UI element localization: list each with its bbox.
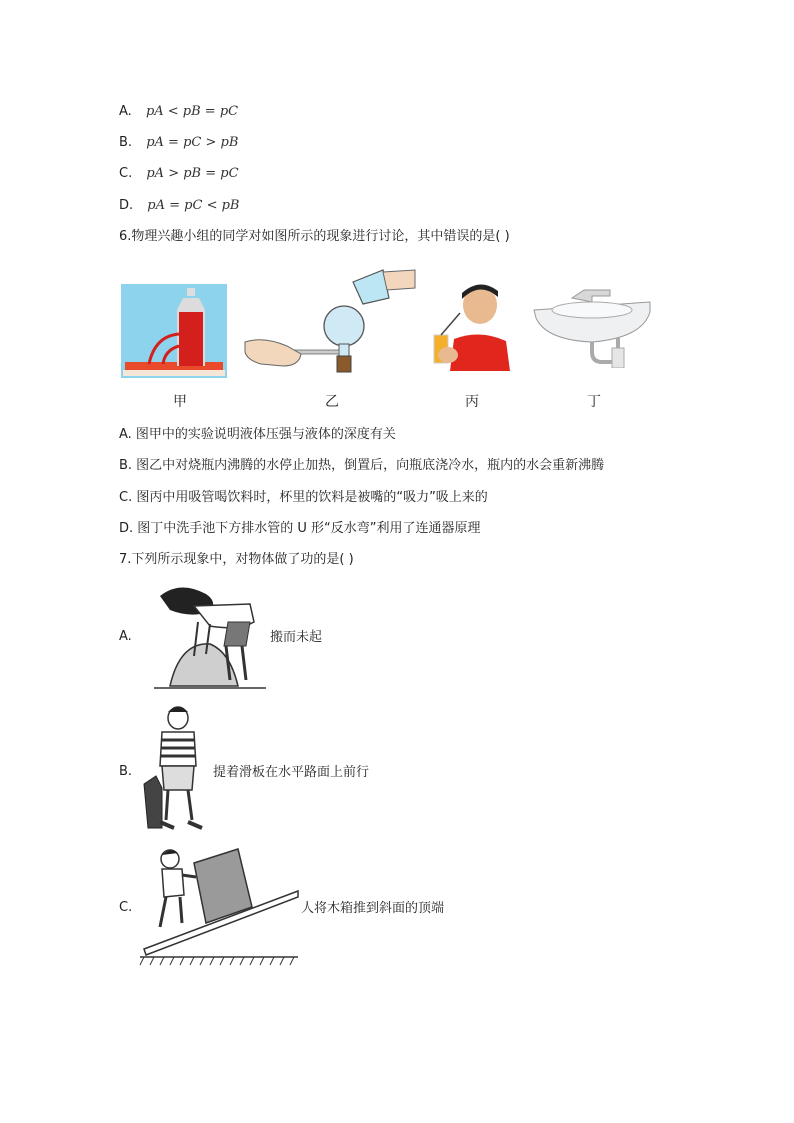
option-math: pA = pC < pB [147, 198, 240, 213]
carrying-skateboard-image [140, 704, 210, 832]
q7-option-c-label: C. [119, 900, 133, 915]
option-label: A. [119, 104, 132, 119]
option-label: D. [119, 198, 134, 213]
boy-drinking-image [432, 283, 512, 371]
sink-image [532, 288, 652, 368]
caption-yi: 乙 [325, 394, 339, 410]
q5-option-a [119, 103, 238, 121]
caption-bing: 丙 [465, 394, 479, 410]
q6-option-c: C. 图丙中用吸管喝饮料时，杯里的饮料是被嘴的“吸力”吸上来的 [119, 490, 488, 505]
option-label: B. [119, 135, 133, 150]
pushing-box-incline-image [138, 845, 300, 967]
q7-option-a-text: 搬而未起 [270, 630, 323, 645]
q5-option-c [119, 165, 239, 183]
q7-stem: 7.下列所示现象中，对物体做了功的是( ) [119, 552, 354, 567]
q6-option-a: A. 图甲中的实验说明液体压强与液体的深度有关 [119, 427, 396, 442]
option-label: C. [119, 166, 133, 181]
flask-experiment-image [243, 262, 418, 378]
q7-option-c-text: 人将木箱推到斜面的顶端 [301, 901, 445, 916]
caption-ding: 丁 [587, 394, 601, 410]
q6-stem: 6.物理兴趣小组的同学对如图所示的现象进行讨论，其中错误的是( ) [119, 229, 510, 244]
caption-jia: 甲 [173, 394, 187, 410]
option-math: pA = pC > pB [146, 135, 239, 150]
q5-option-b [119, 134, 238, 152]
q7-option-b-text: 提着滑板在水平路面上前行 [213, 765, 370, 780]
q6-option-b: B. 图乙中对烧瓶内沸腾的水停止加热，倒置后，向瓶底浇冷水，瓶内的水会重新沸腾 [119, 458, 605, 473]
lifting-stone-image [150, 582, 266, 690]
q6-option-d: D. 图丁中洗手池下方排水管的 U 形“反水弯”利用了连通器原理 [119, 521, 481, 536]
option-math: pA < pB = pC [145, 104, 239, 119]
q7-option-a-label: A. [119, 629, 132, 644]
q5-option-d [119, 197, 239, 215]
q7-option-b-label: B. [119, 764, 133, 779]
option-math: pA > pB = pC [146, 166, 239, 181]
bottle-jet-image [121, 284, 227, 378]
